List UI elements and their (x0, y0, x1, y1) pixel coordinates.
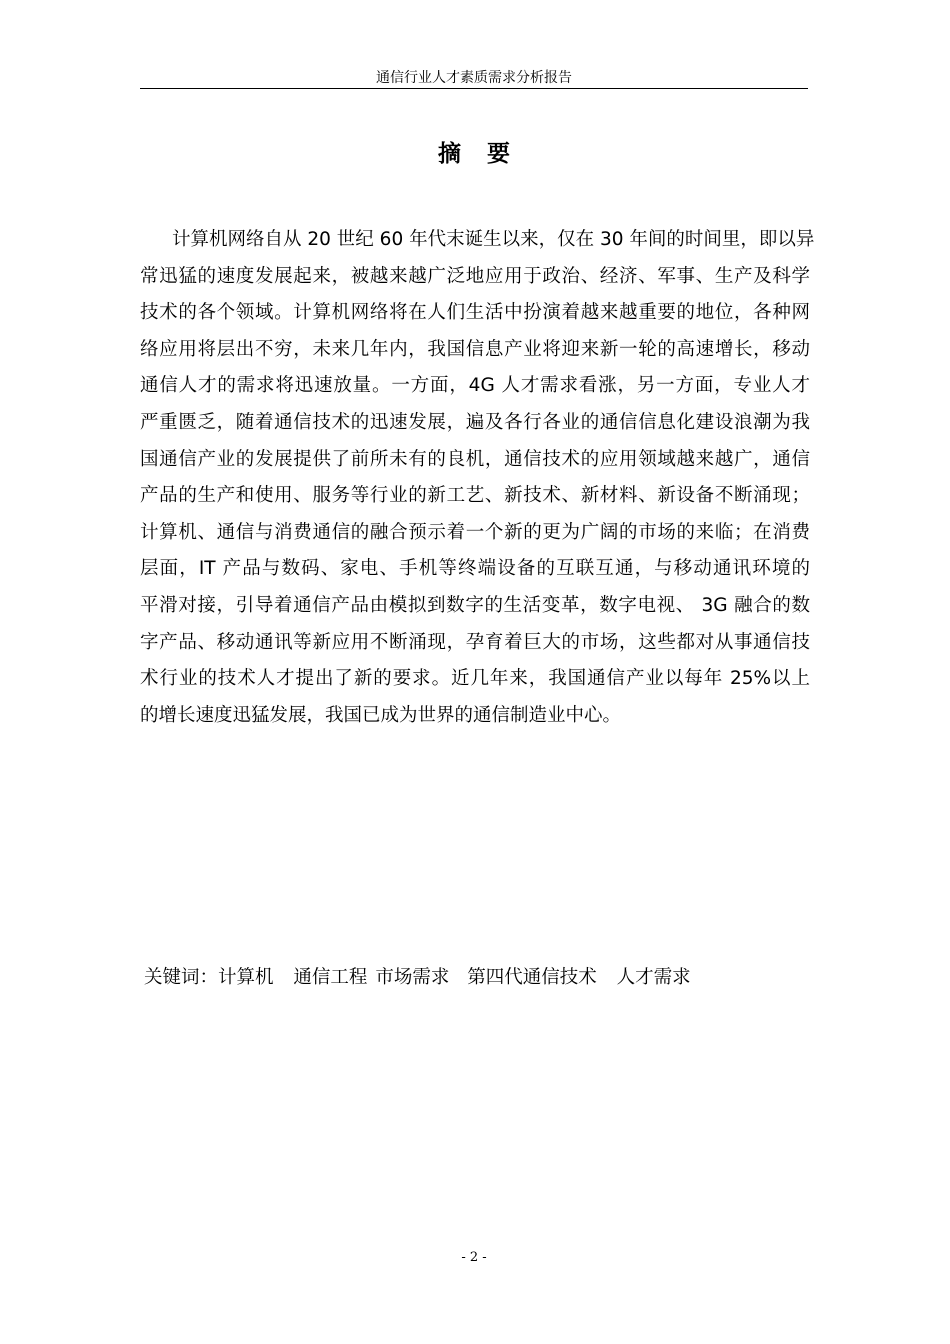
keyword-item: 计算机 (218, 967, 274, 988)
keywords-line (144, 962, 814, 994)
abstract-line: 术行业的技术人才提出了新的要求。近几年来，我国通信产业以每年 25%以上 (140, 668, 810, 690)
abstract-line: 计算机网络自从 20 世纪 60 年代末诞生以来，仅在 30 年间的时间里，即以异 (172, 229, 815, 250)
keyword-item: 人才需求 (616, 967, 691, 988)
keyword-item: 第四代通信技术 (467, 967, 597, 988)
abstract-line: 字产品、移动通讯等新应用不断涌现，孕育着巨大的市场，这些都对从事通信技 (140, 631, 810, 653)
running-header: 通信行业人才素质需求分析报告 (376, 70, 572, 86)
abstract-line: 技术的各个领域。计算机网络将在人们生活中扮演着越来越重要的地位，各种网 (140, 302, 810, 324)
abstract-line: 严重匮乏，随着通信技术的迅速发展，遍及各行各业的通信信息化建设浪潮为我 (140, 411, 810, 433)
keyword-item: 通信工程 (293, 967, 368, 988)
abstract-line: 国通信产业的发展提供了前所未有的良机，通信技术的应用领域越来越广，通信 (140, 448, 810, 470)
abstract-line: 产品的生产和使用、服务等行业的新工艺、新技术、新材料、新设备不断涌现； (140, 485, 810, 507)
abstract-line: 常迅猛的速度发展起来，被越来越广泛地应用于政治、经济、军事、生产及科学 (140, 265, 810, 287)
header-divider (140, 88, 808, 89)
abstract-line: 的增长速度迅猛发展，我国已成为世界的通信制造业中心。 (140, 704, 622, 726)
abstract-line: 计算机、通信与消费通信的融合预示着一个新的更为广阔的市场的来临；在消费 (140, 521, 810, 543)
page-number: - 2 - (461, 1250, 487, 1265)
page-title: 摘要 (438, 141, 536, 167)
abstract-line: 络应用将层出不穷，未来几年内，我国信息产业将迎来新一轮的高速增长，移动 (140, 338, 810, 360)
abstract-body (140, 222, 815, 734)
keyword-item: 市场需求 (375, 967, 450, 988)
abstract-line: 通信人才的需求将迅速放量。一方面，4G 人才需求看涨，另一方面，专业人才 (140, 375, 810, 397)
abstract-line: 层面，IT 产品与数码、家电、手机等终端设备的互联互通，与移动通讯环境的 (140, 558, 810, 580)
abstract-line: 平滑对接，引导着通信产品由模拟到数字的生活变革，数字电视、 3G 融合的数 (140, 594, 810, 616)
keywords-label: 关键词： (144, 967, 219, 988)
